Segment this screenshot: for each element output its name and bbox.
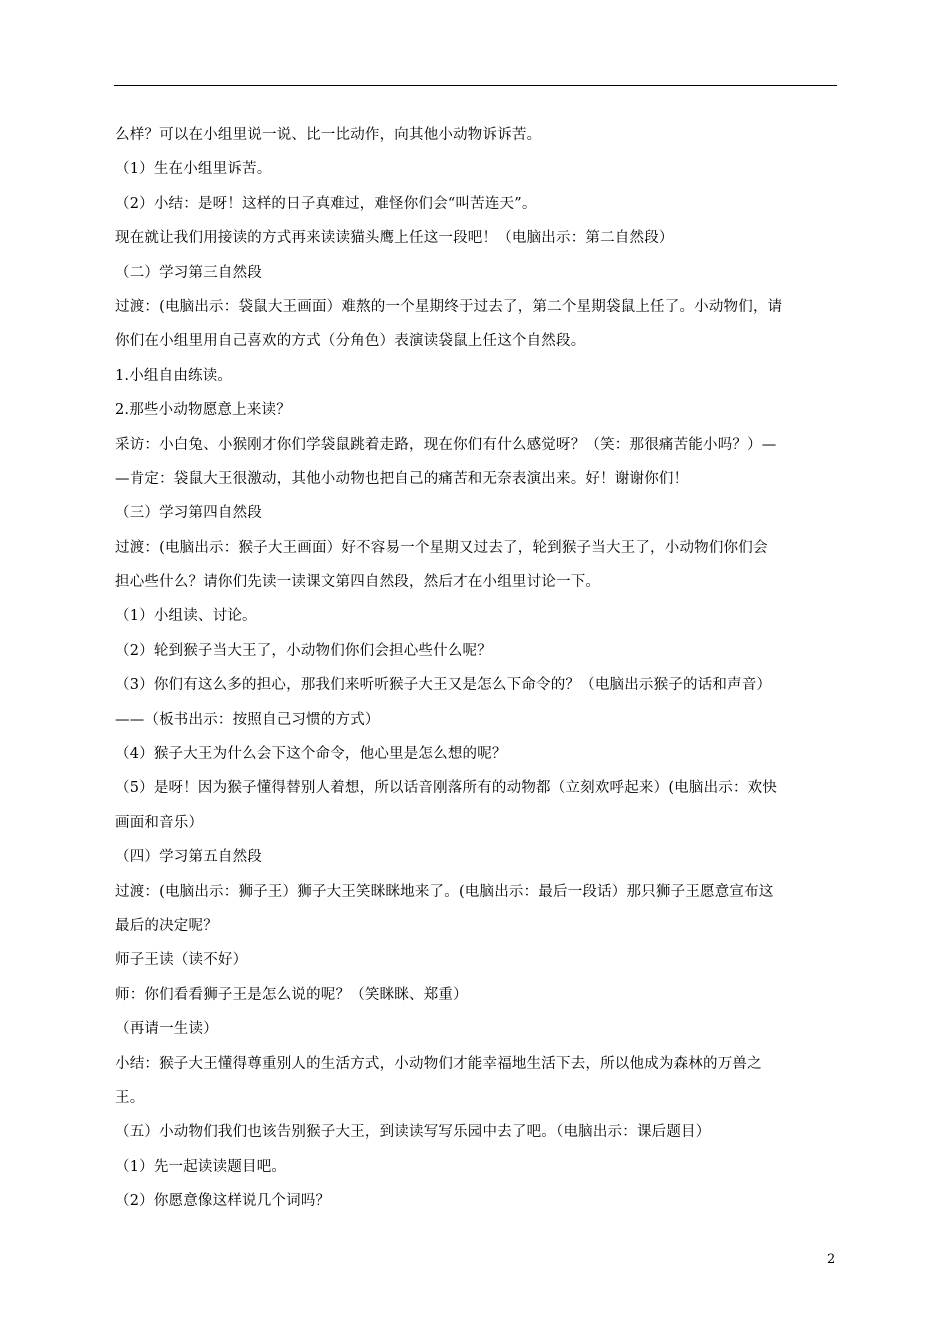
text-line: 采访：小白兔、小猴刚才你们学袋鼠跳着走路，现在你们有什么感觉呀？（笑：那很痛苦能小吗？）— (115, 436, 777, 453)
document-body (115, 118, 839, 1219)
section-heading: （二）学习第三自然段 (115, 264, 262, 281)
text-line: 现在就让我们用接读的方式再来读读猫头鹰上任这一段吧！（电脑出示：第二自然段） (115, 230, 674, 247)
text-line: 过渡：(电脑出示：猴子大王画面）好不容易一个星期又过去了，轮到猴子当大王了，小动物们你们会 (115, 539, 768, 556)
text-line: 小结：猴子大王懂得尊重别人的生活方式，小动物们才能幸福地生活下去，所以他成为森林的万兽之 (115, 1055, 762, 1072)
text-line: 过渡：(电脑出示：袋鼠大王画面）难熬的一个星期终于过去了，第二个星期袋鼠上任了。小动物们，请 (115, 298, 783, 315)
text-line: 2.那些小动物愿意上来读？ (115, 402, 291, 419)
text-line: 过渡：(电脑出示：狮子王）狮子大王笑眯眯地来了。(电脑出示：最后一段话）那只狮子王愿意宣布这 (115, 883, 774, 900)
text-line: （4）猴子大王为什么会下这个命令，他心里是怎么想的呢？ (115, 746, 507, 763)
text-line: （2）轮到猴子当大王了，小动物们你们会担心些什么呢？ (115, 642, 492, 659)
header-rule (114, 85, 837, 86)
section-heading: （四）学习第五自然段 (115, 849, 262, 866)
text-line: （5）是呀！因为猴子懂得替别人着想，所以话音刚落所有的动物都（立刻欢呼起来）(电脑出示：欢快 (115, 780, 778, 797)
text-line: 1.小组自由练读。 (115, 367, 233, 384)
text-line: （2）小结：是呀！这样的日子真难过，难怪你们会“叫苦连天”。 (115, 195, 537, 212)
text-line: 最后的决定呢？ (115, 917, 218, 934)
text-line: （3）你们有这么多的担心，那我们来听听猴子大王又是怎么下命令的？（电脑出示猴子的话和声音） (115, 677, 772, 694)
text-line: （1）先一起读读题目吧。 (115, 1158, 287, 1175)
text-line: 师：你们看看狮子王是怎么说的呢？（笑眯眯、郑重） (115, 986, 468, 1003)
page-number: 2 (827, 1252, 836, 1267)
text-line: 么样？可以在小组里说一说、比一比动作，向其他小动物诉诉苦。 (115, 127, 542, 143)
text-line: 王。 (115, 1089, 145, 1106)
text-line: （1）小组读、讨论。 (115, 608, 257, 625)
section-heading: （五）小动物们我们也该告别猴子大王，到读读写写乐园中去了吧。（电脑出示：课后题目） (115, 1124, 711, 1141)
text-line: —肯定：袋鼠大王很激动，其他小动物也把自己的痛苦和无奈表演出来。好！谢谢你们！ (115, 470, 689, 487)
text-line: 你们在小组里用自己喜欢的方式（分角色）表演读袋鼠上任这个自然段。 (115, 333, 586, 350)
text-line: （2）你愿意像这样说几个词吗？ (115, 1193, 331, 1210)
section-heading: （三）学习第四自然段 (115, 505, 262, 522)
text-line: 师子王读（读不好） (115, 952, 248, 969)
text-line: ——（板书出示：按照自己习惯的方式） (115, 711, 380, 728)
text-line: 担心些什么？请你们先读一读课文第四自然段，然后才在小组里讨论一下。 (115, 574, 601, 591)
text-line: （再请一生读） (115, 1021, 218, 1038)
text-line: 画面和音乐） (115, 814, 204, 831)
text-line: （1）生在小组里诉苦。 (115, 161, 272, 178)
